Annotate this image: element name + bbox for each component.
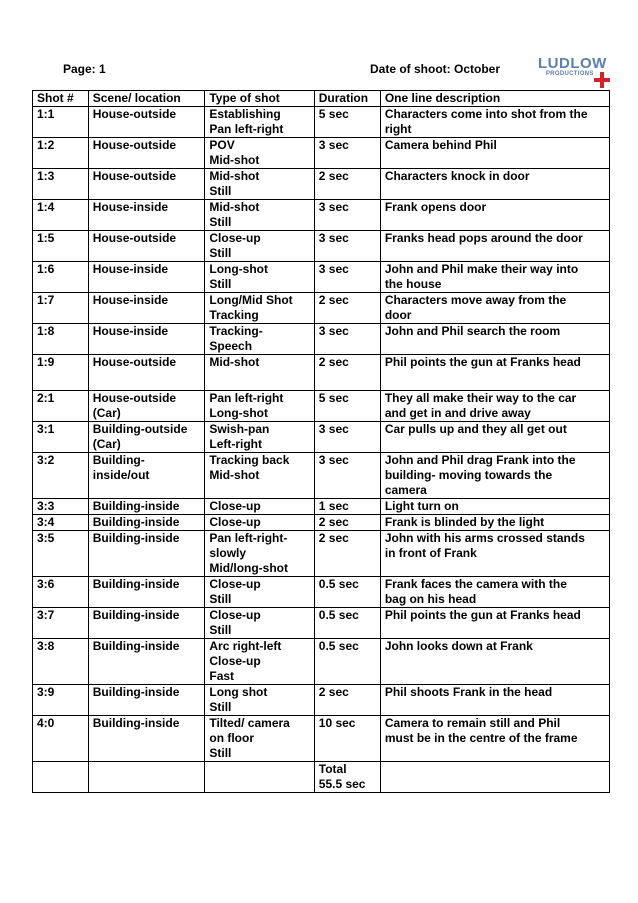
cell-duration-line: 2 sec xyxy=(318,685,349,699)
table-row xyxy=(33,107,610,138)
cell-type-line: Pan left-right- xyxy=(209,531,288,545)
cell-type-line: Mid-shot xyxy=(209,355,260,369)
cell-shot: 1:9 xyxy=(33,355,89,391)
cell-scene-line: Building-inside xyxy=(92,531,180,545)
cell-type-line: Establishing xyxy=(209,107,281,121)
table-row xyxy=(33,577,610,608)
cell-duration-line: 3 sec xyxy=(318,231,349,245)
cell-scene-line: Building-inside xyxy=(92,639,180,653)
cell-shot: 3:7 xyxy=(33,608,89,639)
cell-type xyxy=(205,577,314,608)
cell-description-line: Characters come into shot from the xyxy=(384,107,588,121)
cell-scene xyxy=(88,231,205,262)
table-row xyxy=(33,262,610,293)
cell-scene xyxy=(88,515,205,531)
cell-scene-line: Building-inside xyxy=(92,499,180,513)
cell-description-line: Characters move away from the xyxy=(384,293,567,307)
cell-duration xyxy=(314,231,380,262)
cell-description xyxy=(380,531,609,577)
cell-description-line: Camera to remain still and Phil xyxy=(384,716,561,730)
cell-duration-line: 3 sec xyxy=(318,453,349,467)
cell-scene-line: Building-inside xyxy=(92,716,180,730)
cell-description xyxy=(380,499,609,515)
cell-type-line: Pan left-right xyxy=(209,391,284,405)
cell-shot: 3:1 xyxy=(33,422,89,453)
table-row xyxy=(33,453,610,499)
cell-shot: 3:5 xyxy=(33,531,89,577)
cell-shot: 1:3 xyxy=(33,169,89,200)
cell-duration-line: 0.5 sec xyxy=(318,608,359,622)
cell-scene xyxy=(88,262,205,293)
shot-list-table xyxy=(32,90,610,793)
cell-scene-line: House-outside xyxy=(92,355,177,369)
cell-type-line: Long-shot xyxy=(209,406,269,420)
cell-duration xyxy=(314,391,380,422)
cell-duration xyxy=(314,499,380,515)
page-number: Page: 1 xyxy=(63,62,106,76)
cell-type xyxy=(205,200,314,231)
cell-duration xyxy=(314,138,380,169)
cell-type-line: Long/Mid Shot xyxy=(209,293,293,307)
cell-scene xyxy=(88,639,205,685)
cell-type-line: Still xyxy=(209,184,232,198)
cell-duration-line: 1 sec xyxy=(318,499,349,513)
cell-shot: 1:8 xyxy=(33,324,89,355)
cell-type xyxy=(205,515,314,531)
cell-shot xyxy=(33,762,89,793)
cell-type-line: slowly xyxy=(209,546,247,560)
cell-scene-line: Building- xyxy=(92,453,145,467)
cell-type-line: Swish-pan xyxy=(209,422,270,436)
cell-type-line: Close-up xyxy=(209,515,261,529)
cell-type xyxy=(205,293,314,324)
cell-description-line: camera xyxy=(384,483,427,497)
cell-description xyxy=(380,107,609,138)
cell-description-line: Phil points the gun at Franks head xyxy=(384,355,581,369)
cell-duration xyxy=(314,293,380,324)
cell-scene xyxy=(88,577,205,608)
cell-shot: 3:4 xyxy=(33,515,89,531)
cell-type xyxy=(205,499,314,515)
cell-type xyxy=(205,391,314,422)
cell-scene-line: House-outside xyxy=(92,138,177,152)
cell-type-line: Still xyxy=(209,246,232,260)
col-header-duration: Duration xyxy=(314,91,380,107)
cell-type-line: Mid/long-shot xyxy=(209,561,289,575)
cell-type xyxy=(205,639,314,685)
cell-type-line: Still xyxy=(209,700,232,714)
table-row xyxy=(33,293,610,324)
cell-type xyxy=(205,355,314,391)
page-header xyxy=(0,55,638,82)
cell-type xyxy=(205,716,314,762)
cell-description xyxy=(380,762,609,793)
cell-description-line: Frank opens door xyxy=(384,200,487,214)
shoot-date: Date of shoot: October xyxy=(370,62,501,76)
cell-duration xyxy=(314,200,380,231)
cell-type-line: Arc right-left xyxy=(209,639,282,653)
cell-type-line: Tilted/ camera xyxy=(209,716,290,730)
cell-duration-line: 3 sec xyxy=(318,138,349,152)
cell-description-line: building- moving towards the xyxy=(384,468,553,482)
cell-description xyxy=(380,716,609,762)
cell-type-line: Long-shot xyxy=(209,262,269,276)
table-row xyxy=(33,515,610,531)
cell-duration-line: 55.5 sec xyxy=(318,777,366,791)
cell-duration-line: 2 sec xyxy=(318,531,349,545)
cell-description-line: John looks down at Frank xyxy=(384,639,533,653)
cell-description xyxy=(380,262,609,293)
cell-description-line: Light turn on xyxy=(384,499,459,513)
col-header-shot: Shot # xyxy=(33,91,89,107)
cell-description-line: Phil shoots Frank in the head xyxy=(384,685,553,699)
cell-scene-line: (Car) xyxy=(92,437,121,451)
red-cross-icon xyxy=(594,72,610,88)
cell-type-line: Close-up xyxy=(209,499,261,513)
cell-scene-line: House-inside xyxy=(92,262,169,276)
cell-type-line: POV xyxy=(209,138,235,152)
cell-type-line: Tracking back xyxy=(209,453,290,467)
cell-scene-line: Building-outside xyxy=(92,422,188,436)
cell-description xyxy=(380,293,609,324)
cell-scene xyxy=(88,422,205,453)
table-row xyxy=(33,639,610,685)
cell-scene-line: House-outside xyxy=(92,231,177,245)
cell-type-line: Fast xyxy=(209,669,235,683)
cell-duration xyxy=(314,531,380,577)
cell-scene xyxy=(88,200,205,231)
cell-duration-line: 3 sec xyxy=(318,422,349,436)
cell-duration-line: 2 sec xyxy=(318,355,349,369)
cell-type-line: Mid-shot xyxy=(209,153,260,167)
logo-text: LUDLOW xyxy=(538,55,607,72)
cell-description-line: and get in and drive away xyxy=(384,406,531,420)
cell-description xyxy=(380,608,609,639)
cell-description xyxy=(380,422,609,453)
cell-type xyxy=(205,608,314,639)
cell-duration xyxy=(314,716,380,762)
cell-duration xyxy=(314,608,380,639)
cell-scene-line: House-outside xyxy=(92,169,177,183)
cell-scene-line: House-outside xyxy=(92,391,177,405)
cell-type-line: Mid-shot xyxy=(209,200,260,214)
cell-scene-line: Building-inside xyxy=(92,608,180,622)
cell-scene-line: (Car) xyxy=(92,406,121,420)
cell-scene xyxy=(88,685,205,716)
cell-type-line: Speech xyxy=(209,339,253,353)
cell-description-line: Phil points the gun at Franks head xyxy=(384,608,581,622)
cell-shot: 3:8 xyxy=(33,639,89,685)
cell-description-line: Franks head pops around the door xyxy=(384,231,583,245)
cell-type-line: Tracking- xyxy=(209,324,263,338)
cell-type-line: Close-up xyxy=(209,608,261,622)
cell-duration-line: 3 sec xyxy=(318,262,349,276)
cell-type xyxy=(205,262,314,293)
cell-type xyxy=(205,138,314,169)
cell-description xyxy=(380,324,609,355)
table-header-row xyxy=(33,91,610,107)
table-row xyxy=(33,716,610,762)
cell-shot: 1:7 xyxy=(33,293,89,324)
cell-shot: 1:2 xyxy=(33,138,89,169)
cell-description-line: Frank is blinded by the light xyxy=(384,515,545,529)
cell-type-line: Still xyxy=(209,592,232,606)
cell-type xyxy=(205,324,314,355)
cell-description-line: door xyxy=(384,308,412,322)
cell-duration xyxy=(314,324,380,355)
cell-scene xyxy=(88,107,205,138)
cell-type-line: Left-right xyxy=(209,437,263,451)
cell-duration-line: 5 sec xyxy=(318,391,349,405)
cell-scene-line: inside/out xyxy=(92,468,150,482)
cell-duration-line: 3 sec xyxy=(318,200,349,214)
cell-scene xyxy=(88,324,205,355)
cell-duration-line: 2 sec xyxy=(318,515,349,529)
cell-scene xyxy=(88,138,205,169)
cell-duration xyxy=(314,453,380,499)
table-row xyxy=(33,499,610,515)
cell-description xyxy=(380,231,609,262)
cell-description-line: They all make their way to the car xyxy=(384,391,577,405)
table-row xyxy=(33,391,610,422)
ludlow-productions-logo xyxy=(538,55,610,89)
cell-type xyxy=(205,107,314,138)
cell-duration xyxy=(314,685,380,716)
cell-type-line: Close-up xyxy=(209,654,261,668)
cell-scene-line: House-inside xyxy=(92,324,169,338)
cell-type xyxy=(205,762,314,793)
cell-scene xyxy=(88,608,205,639)
logo-subtext: PRODUCTIONS xyxy=(546,71,594,77)
cell-description xyxy=(380,515,609,531)
cell-description xyxy=(380,639,609,685)
cell-type-line: Still xyxy=(209,215,232,229)
cell-type xyxy=(205,685,314,716)
cell-duration-line: 0.5 sec xyxy=(318,577,359,591)
cell-description-line: John and Phil drag Frank into the xyxy=(384,453,576,467)
cell-scene xyxy=(88,453,205,499)
cell-scene xyxy=(88,762,205,793)
cell-scene-line: Building-inside xyxy=(92,577,180,591)
cell-description-line: Camera behind Phil xyxy=(384,138,497,152)
cell-duration-line: 0.5 sec xyxy=(318,639,359,653)
cell-type-line: Mid-shot xyxy=(209,468,260,482)
cell-type xyxy=(205,453,314,499)
table-row xyxy=(33,531,610,577)
cell-description xyxy=(380,200,609,231)
cell-scene xyxy=(88,355,205,391)
cell-type xyxy=(205,231,314,262)
cell-scene-line: House-inside xyxy=(92,293,169,307)
cell-description-line: in front of Frank xyxy=(384,546,477,560)
cell-duration xyxy=(314,762,380,793)
cell-description xyxy=(380,138,609,169)
cell-duration xyxy=(314,107,380,138)
col-header-description: One line description xyxy=(380,91,609,107)
cell-description-line: must be in the centre of the frame xyxy=(384,731,578,745)
cell-description-line: Car pulls up and they all get out xyxy=(384,422,567,436)
cell-type-line: Still xyxy=(209,277,232,291)
cell-description-line: the house xyxy=(384,277,442,291)
cell-duration xyxy=(314,577,380,608)
cell-duration-line: 2 sec xyxy=(318,169,349,183)
table-row xyxy=(33,231,610,262)
cell-scene xyxy=(88,499,205,515)
table-row xyxy=(33,324,610,355)
cell-type-line: Still xyxy=(209,623,232,637)
table-row xyxy=(33,200,610,231)
cell-type-line: Close-up xyxy=(209,231,261,245)
cell-shot: 3:9 xyxy=(33,685,89,716)
table-row xyxy=(33,138,610,169)
cell-scene-line: House-inside xyxy=(92,200,169,214)
cell-description xyxy=(380,685,609,716)
cell-type-line: Tracking xyxy=(209,308,259,322)
cell-type xyxy=(205,169,314,200)
cell-scene xyxy=(88,169,205,200)
cell-shot: 1:6 xyxy=(33,262,89,293)
cell-duration-line: 2 sec xyxy=(318,293,349,307)
col-header-scene: Scene/ location xyxy=(88,91,205,107)
cell-shot: 3:2 xyxy=(33,453,89,499)
cell-description xyxy=(380,391,609,422)
cell-type xyxy=(205,422,314,453)
cell-duration-line: 3 sec xyxy=(318,324,349,338)
cell-scene xyxy=(88,716,205,762)
table-row xyxy=(33,685,610,716)
cell-description-line: John and Phil make their way into xyxy=(384,262,579,276)
cell-duration xyxy=(314,262,380,293)
cell-description-line: right xyxy=(384,122,412,136)
cell-description-line: John with his arms crossed stands xyxy=(384,531,585,545)
cell-description-line: Frank faces the camera with the xyxy=(384,577,567,591)
cell-duration-line: 5 sec xyxy=(318,107,349,121)
cell-shot: 1:5 xyxy=(33,231,89,262)
cell-description xyxy=(380,577,609,608)
cell-duration xyxy=(314,515,380,531)
cell-description xyxy=(380,355,609,391)
cell-scene xyxy=(88,531,205,577)
cell-type xyxy=(205,531,314,577)
cell-scene xyxy=(88,391,205,422)
cell-shot: 4:0 xyxy=(33,716,89,762)
cell-description-line: bag on his head xyxy=(384,592,477,606)
cell-shot: 1:1 xyxy=(33,107,89,138)
cell-duration-line: Total xyxy=(318,762,347,776)
cell-duration-line: 10 sec xyxy=(318,716,356,730)
table-row xyxy=(33,169,610,200)
cell-type-line: on floor xyxy=(209,731,255,745)
cell-shot: 1:4 xyxy=(33,200,89,231)
cell-description xyxy=(380,169,609,200)
cell-type-line: Still xyxy=(209,746,232,760)
table-row xyxy=(33,355,610,391)
cell-type-line: Close-up xyxy=(209,577,261,591)
cell-duration xyxy=(314,639,380,685)
cell-description xyxy=(380,453,609,499)
cell-duration xyxy=(314,355,380,391)
table-row xyxy=(33,422,610,453)
cell-shot: 3:3 xyxy=(33,499,89,515)
cell-type-line: Pan left-right xyxy=(209,122,284,136)
cell-scene-line: House-outside xyxy=(92,107,177,121)
cell-scene-line: Building-inside xyxy=(92,685,180,699)
table-row xyxy=(33,608,610,639)
cell-description-line: John and Phil search the room xyxy=(384,324,561,338)
cell-description-line: Characters knock in door xyxy=(384,169,530,183)
cell-duration xyxy=(314,169,380,200)
cell-duration xyxy=(314,422,380,453)
cell-shot: 2:1 xyxy=(33,391,89,422)
cell-scene-line: Building-inside xyxy=(92,515,180,529)
cell-shot: 3:6 xyxy=(33,577,89,608)
cell-type-line: Long shot xyxy=(209,685,268,699)
cell-scene xyxy=(88,293,205,324)
table-row xyxy=(33,762,610,793)
col-header-type: Type of shot xyxy=(205,91,314,107)
cell-type-line: Mid-shot xyxy=(209,169,260,183)
